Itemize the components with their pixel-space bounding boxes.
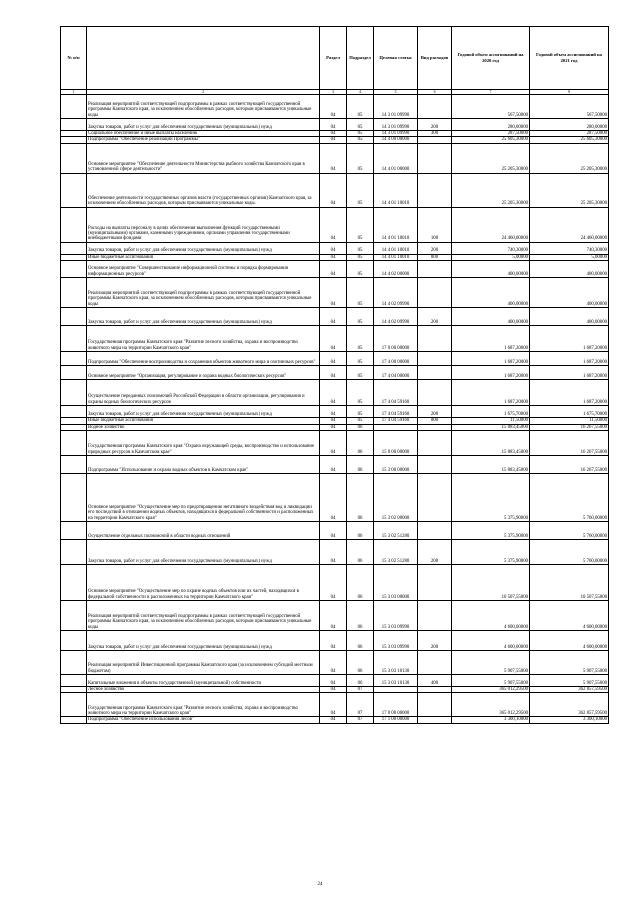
row-podrazdel: 05 [347, 418, 374, 424]
row-target-article: 15 3 03 10130 [374, 651, 418, 675]
row-amount-2021: 16 267,55000 [530, 456, 609, 474]
row-razdel: 04 [320, 95, 347, 119]
row-razdel: 04 [320, 242, 347, 254]
row-razdel: 04 [320, 651, 347, 675]
row-amount-2021: 1 687,20000 [530, 326, 609, 352]
row-razdel: 04 [320, 207, 347, 242]
row-expense-type: 200 [418, 631, 452, 651]
row-podrazdel: 06 [347, 651, 374, 675]
row-number [61, 693, 87, 717]
row-target-article: 17 4 00 00000 [374, 352, 418, 366]
row-target-article: 15 3 03 10130 [374, 675, 418, 687]
row-podrazdel: 07 [347, 693, 374, 717]
column-index: 3 [320, 90, 347, 95]
row-podrazdel: 05 [347, 207, 374, 242]
row-expense-type [418, 693, 452, 717]
row-podrazdel: 05 [347, 278, 374, 308]
row-razdel: 04 [320, 406, 347, 418]
row-podrazdel: 06 [347, 456, 374, 474]
row-number [61, 631, 87, 651]
row-razdel: 04 [320, 601, 347, 631]
table-row [61, 119, 609, 131]
header-expense-type: Вид расходов [418, 27, 452, 90]
row-amount-2020: 10 507,55000 [452, 565, 530, 601]
row-expense-type [418, 352, 452, 366]
row-name: Реализация мероприятий соответствующей подпрограммы в рамках соответствующей государственной программы Камчатского края, за исключением обособленных расходов, которым присваиваются уникальные коды [87, 601, 320, 631]
table-row [61, 601, 609, 631]
row-target-article: 15 3 00 00000 [374, 456, 418, 474]
row-name: Закупка товаров, работ и услуг для обеспечения государственных (муниципальных) нужд [87, 540, 320, 565]
row-amount-2020: 5 907,55000 [452, 675, 530, 687]
row-target-article: 15 3 03 09990 [374, 631, 418, 651]
row-razdel: 04 [320, 675, 347, 687]
row-name: Закупка товаров, работ и услуг для обеспечения государственных (муниципальных) нужд [87, 119, 320, 131]
row-amount-2021: 24 460,00000 [530, 207, 609, 242]
row-amount-2020: 1 687,20000 [452, 352, 530, 366]
row-amount-2020: 3 300,10000 [452, 717, 530, 723]
row-amount-2020: 280,00000 [452, 119, 530, 131]
row-razdel: 04 [320, 565, 347, 601]
column-index: 7 [452, 90, 530, 95]
row-podrazdel: 05 [347, 137, 374, 143]
column-index: 6 [418, 90, 452, 95]
row-expense-type [418, 565, 452, 601]
row-amount-2020: 5,00000 [452, 254, 530, 260]
header-amount-2021: Годовой объем ассигнований на 2021 год [530, 27, 609, 90]
row-amount-2021: 567,50000 [530, 95, 609, 119]
row-name: Осуществление переданных полномочий Российской Федерации в области организации, регулирования и охраны водных биологических ресурсов [87, 380, 320, 406]
row-podrazdel: 05 [347, 131, 374, 137]
table-row [61, 675, 609, 687]
table-row [61, 242, 609, 254]
row-name: Обеспечение деятельности государственных органов власти (государственных органов) Камчатского края, за исключением обособленных расходов, которым присваиваются уникальные коды. [87, 173, 320, 207]
row-amount-2021: 740,30000 [530, 242, 609, 254]
row-amount-2021: 5 907,55000 [530, 651, 609, 675]
row-target-article: 15 3 02 51280 [374, 522, 418, 540]
row-amount-2020: 11,50000 [452, 418, 530, 424]
row-amount-2021: 16 267,55000 [530, 424, 609, 430]
row-number [61, 380, 87, 406]
row-razdel: 04 [320, 717, 347, 723]
row-amount-2020: 400,00000 [452, 261, 530, 278]
row-amount-2021: 11,50000 [530, 418, 609, 424]
row-razdel: 04 [320, 418, 347, 424]
row-podrazdel: 05 [347, 143, 374, 173]
row-amount-2020: 567,50000 [452, 95, 530, 119]
row-number [61, 95, 87, 119]
table-row [61, 631, 609, 651]
row-amount-2021: 5 907,55000 [530, 675, 609, 687]
row-expense-type: 300 [418, 131, 452, 137]
row-amount-2020: 5 375,90000 [452, 540, 530, 565]
row-amount-2021: 5 760,00000 [530, 522, 609, 540]
row-expense-type [418, 474, 452, 522]
row-podrazdel: 05 [347, 380, 374, 406]
row-razdel: 04 [320, 631, 347, 651]
table-row [61, 431, 609, 456]
row-target-article: 14 4 01 10010 [374, 242, 418, 254]
row-podrazdel: 06 [347, 431, 374, 456]
row-amount-2021: 25 205,30000 [530, 143, 609, 173]
row-target-article: 15 0 00 00000 [374, 431, 418, 456]
row-expense-type: 200 [418, 119, 452, 131]
row-podrazdel: 06 [347, 424, 374, 430]
row-razdel: 04 [320, 278, 347, 308]
row-target-article: 15 3 02 00000 [374, 474, 418, 522]
row-amount-2020: 5 375,90000 [452, 522, 530, 540]
row-expense-type [418, 456, 452, 474]
row-name: Водное хозяйство [87, 424, 320, 430]
row-target-article: 17 4 04 59160 [374, 380, 418, 406]
row-expense-type [418, 522, 452, 540]
row-number [61, 456, 87, 474]
row-number [61, 352, 87, 366]
row-podrazdel: 05 [347, 261, 374, 278]
row-amount-2020: 365 012,29500 [452, 687, 530, 693]
row-razdel: 04 [320, 687, 347, 693]
row-number [61, 601, 87, 631]
row-name: Капитальные вложения в объекты государственной (муниципальной) собственности [87, 675, 320, 687]
row-amount-2021: 5,00000 [530, 254, 609, 260]
row-razdel: 04 [320, 261, 347, 278]
row-number [61, 717, 87, 723]
row-target-article: 17 1 00 00000 [374, 717, 418, 723]
table-row [61, 326, 609, 352]
row-expense-type [418, 601, 452, 631]
row-name: Социальное обеспечение и иные выплаты населению [87, 131, 320, 137]
row-razdel: 04 [320, 173, 347, 207]
row-name: Государственная программа Камчатского края "Развитие лесного хозяйства, охрана и воспроизводство животного мира на территории Камчатского края" [87, 693, 320, 717]
header-razdel: Раздел [320, 27, 347, 90]
row-name: Реализация мероприятий соответствующей подпрограммы в рамках соответствующей государственной программы Камчатского края, за исключением обособленных расходов, которым присваиваются уникальные коды [87, 278, 320, 308]
row-amount-2021: 1 675,70000 [530, 406, 609, 418]
row-podrazdel: 05 [347, 95, 374, 119]
table-row [61, 207, 609, 242]
row-target-article: 17 0 00 00000 [374, 326, 418, 352]
row-name: Закупка товаров, работ и услуг для обеспечения государственных (муниципальных) нужд [87, 242, 320, 254]
row-expense-type [418, 261, 452, 278]
row-amount-2021: 1 687,20000 [530, 366, 609, 380]
row-target-article: 15 3 03 09990 [374, 601, 418, 631]
row-expense-type: 800 [418, 418, 452, 424]
row-amount-2020: 4 600,00000 [452, 631, 530, 651]
row-razdel: 04 [320, 380, 347, 406]
row-number [61, 326, 87, 352]
row-razdel: 04 [320, 254, 347, 260]
row-amount-2021: 1 687,20000 [530, 352, 609, 366]
row-amount-2020: 15 883,45000 [452, 431, 530, 456]
row-target-article: 14 3 01 09990 [374, 131, 418, 137]
row-name: Осуществление отдельных полномочий в области водных отношений [87, 522, 320, 540]
table-row [61, 418, 609, 424]
row-podrazdel: 06 [347, 540, 374, 565]
table-row [61, 717, 609, 723]
row-amount-2020: 1 675,70000 [452, 406, 530, 418]
table-row [61, 456, 609, 474]
row-name: Закупка товаров, работ и услуг для обеспечения государственных (муниципальных) нужд [87, 308, 320, 326]
row-number [61, 173, 87, 207]
row-podrazdel: 06 [347, 565, 374, 601]
row-podrazdel: 07 [347, 717, 374, 723]
row-amount-2020: 24 460,00000 [452, 207, 530, 242]
row-amount-2021: 1 687,20000 [530, 380, 609, 406]
table-row [61, 406, 609, 418]
row-expense-type [418, 326, 452, 352]
row-number [61, 143, 87, 173]
row-razdel: 04 [320, 693, 347, 717]
table-row [61, 651, 609, 675]
row-podrazdel: 05 [347, 119, 374, 131]
row-podrazdel: 06 [347, 675, 374, 687]
row-razdel: 04 [320, 522, 347, 540]
row-amount-2020: 287,50000 [452, 131, 530, 137]
row-amount-2021: 287,50000 [530, 131, 609, 137]
row-number [61, 278, 87, 308]
row-number [61, 651, 87, 675]
row-number [61, 366, 87, 380]
row-podrazdel: 05 [347, 366, 374, 380]
row-podrazdel: 05 [347, 173, 374, 207]
row-razdel: 04 [320, 326, 347, 352]
row-amount-2020: 4 600,00000 [452, 601, 530, 631]
row-amount-2021: 5 760,00000 [530, 540, 609, 565]
row-target-article: 14 4 00 00000 [374, 137, 418, 143]
row-amount-2021: 25 605,30000 [530, 137, 609, 143]
row-name: Основное мероприятие "Осуществление мер по охране водных объектов или их частей, находящихся в федеральной собственности и расположенных на территории Камчатского края" [87, 565, 320, 601]
row-expense-type [418, 651, 452, 675]
row-number [61, 308, 87, 326]
row-podrazdel: 06 [347, 522, 374, 540]
table-row [61, 540, 609, 565]
table-row [61, 693, 609, 717]
column-index: 4 [347, 90, 374, 95]
row-amount-2021: 400,00000 [530, 278, 609, 308]
row-target-article: 14 3 01 09990 [374, 119, 418, 131]
column-index: 2 [87, 90, 320, 95]
row-target-article: 14 4 02 09990 [374, 308, 418, 326]
row-expense-type [418, 278, 452, 308]
table-row [61, 474, 609, 522]
row-name: Иные бюджетные ассигнования [87, 418, 320, 424]
row-podrazdel: 05 [347, 242, 374, 254]
header-podrazdel: Подраздел [347, 27, 374, 90]
row-razdel: 04 [320, 431, 347, 456]
row-amount-2021: 362 857,59500 [530, 687, 609, 693]
row-amount-2021: 16 267,55000 [530, 431, 609, 456]
row-name: Подпрограмма "Обеспечение воспроизводства и сохранения объектов животного мира и охотничьих ресурсов" [87, 352, 320, 366]
row-amount-2020: 400,00000 [452, 278, 530, 308]
row-name: Основное мероприятие "Организация, регулирование и охрана водных биологических ресурсов" [87, 366, 320, 380]
row-amount-2020: 1 687,20000 [452, 380, 530, 406]
row-amount-2021: 5 760,00000 [530, 474, 609, 522]
row-name: Государственная программа Камчатского края "Охрана окружающей среды, воспроизводство и использование природных ресурсов в Камчатском крае" [87, 431, 320, 456]
row-target-article: 14 3 01 09990 [374, 95, 418, 119]
row-name: Закупка товаров, работ и услуг для обеспечения государственных (муниципальных) нужд [87, 631, 320, 651]
row-name: Лесное хозяйство [87, 687, 320, 693]
row-amount-2020: 25 605,30000 [452, 137, 530, 143]
row-name: Основное мероприятие "Совершенствование информационной системы и порядка формирования информационных ресурсов" [87, 261, 320, 278]
row-expense-type [418, 431, 452, 456]
row-podrazdel: 06 [347, 601, 374, 631]
row-number [61, 431, 87, 456]
table-header-row [61, 27, 609, 90]
table-row [61, 261, 609, 278]
row-name: Иные бюджетные ассигнования [87, 254, 320, 260]
row-amount-2020: 740,30000 [452, 242, 530, 254]
row-razdel: 04 [320, 119, 347, 131]
row-target-article: 14 4 01 10010 [374, 173, 418, 207]
row-name: Закупка товаров, работ и услуг для обеспечения государственных (муниципальных) нужд [87, 406, 320, 418]
row-expense-type: 200 [418, 308, 452, 326]
row-number [61, 242, 87, 254]
row-amount-2020: 365 012,29500 [452, 693, 530, 717]
row-amount-2020: 1 687,20000 [452, 326, 530, 352]
row-expense-type [418, 366, 452, 380]
row-razdel: 04 [320, 137, 347, 143]
row-podrazdel: 05 [347, 326, 374, 352]
row-amount-2020: 5 907,55000 [452, 651, 530, 675]
row-razdel: 04 [320, 308, 347, 326]
row-number [61, 474, 87, 522]
column-index: 8 [530, 90, 609, 95]
row-number [61, 119, 87, 131]
row-expense-type: 200 [418, 540, 452, 565]
row-target-article: 17 4 04 59160 [374, 406, 418, 418]
page-number: 24 [317, 882, 323, 887]
row-amount-2021: 362 857,59500 [530, 693, 609, 717]
row-name: Государственная программа Камчатского края "Развитие лесного хозяйства, охрана и воспроизводство животного мира на территории Камчатского края" [87, 326, 320, 352]
row-podrazdel: 05 [347, 406, 374, 418]
row-target-article: 15 3 02 51280 [374, 540, 418, 565]
row-expense-type: 400 [418, 675, 452, 687]
header-name [87, 27, 320, 90]
header-amount-2020: Годовой объем ассигнований на 2020 год [452, 27, 530, 90]
row-target-article: 17 4 04 59160 [374, 418, 418, 424]
row-razdel: 04 [320, 366, 347, 380]
row-number [61, 522, 87, 540]
row-name: Расходы на выплаты персоналу в целях обеспечения выполнения функций государственными (муниципальными) органами, казенными учреждениями, органами управления государственными внебюджетными фондами [87, 207, 320, 242]
row-name: Основное мероприятие "Осуществление мер по предотвращению негативного воздействия вод и ликвидации его последствий в отношении водных объектов, находящихся в федеральной собственности и расположенных на территории Камчатского края" [87, 474, 320, 522]
row-name: Реализация мероприятий соответствующей подпрограммы в рамках соответствующей государственной программы Камчатского края, за исключением обособленных расходов, которым присваиваются уникальные коды [87, 95, 320, 119]
row-amount-2021: 4 600,00000 [530, 601, 609, 631]
row-expense-type [418, 95, 452, 119]
row-amount-2021: 4 600,00000 [530, 631, 609, 651]
row-number [61, 261, 87, 278]
row-razdel: 04 [320, 540, 347, 565]
row-expense-type [418, 143, 452, 173]
row-target-article: 14 4 01 00000 [374, 143, 418, 173]
column-index: 1 [61, 90, 87, 95]
row-target-article: 17 0 00 00000 [374, 693, 418, 717]
table-row [61, 254, 609, 260]
row-amount-2020: 15 883,45000 [452, 456, 530, 474]
row-name: Подпрограмма "Использование и охрана водных объектов в Камчатском крае" [87, 456, 320, 474]
row-expense-type: 200 [418, 242, 452, 254]
row-razdel: 04 [320, 143, 347, 173]
table-row [61, 131, 609, 137]
row-podrazdel: 06 [347, 474, 374, 522]
row-target-article: 14 4 01 10010 [374, 254, 418, 260]
row-name: Подпрограмма "Обеспечение использования лесов" [87, 717, 320, 723]
row-amount-2020: 400,00000 [452, 308, 530, 326]
row-target-article: 14 4 02 09990 [374, 278, 418, 308]
budget-table [60, 26, 609, 724]
row-amount-2021: 25 205,30000 [530, 173, 609, 207]
table-row [61, 308, 609, 326]
row-amount-2020: 25 205,30000 [452, 173, 530, 207]
row-expense-type: 800 [418, 254, 452, 260]
row-amount-2021: 280,00000 [530, 119, 609, 131]
row-expense-type: 200 [418, 406, 452, 418]
row-amount-2021: 400,00000 [530, 261, 609, 278]
row-target-article: 14 4 01 10010 [374, 207, 418, 242]
row-podrazdel: 07 [347, 687, 374, 693]
row-expense-type: 100 [418, 207, 452, 242]
row-target-article: 14 4 02 00000 [374, 261, 418, 278]
row-razdel: 04 [320, 456, 347, 474]
table-row [61, 352, 609, 366]
column-index: 5 [374, 90, 418, 95]
row-razdel: 04 [320, 424, 347, 430]
row-name: Подпрограмма "Обеспечение реализации Программы" [87, 137, 320, 143]
row-amount-2020: 1 687,20000 [452, 366, 530, 380]
row-amount-2021: 400,00000 [530, 308, 609, 326]
row-razdel: 04 [320, 131, 347, 137]
row-expense-type [418, 380, 452, 406]
table-row [61, 565, 609, 601]
row-amount-2020: 5 375,90000 [452, 474, 530, 522]
table-row [61, 95, 609, 119]
row-number [61, 565, 87, 601]
row-amount-2020: 25 205,30000 [452, 143, 530, 173]
table-row [61, 380, 609, 406]
row-number [61, 540, 87, 565]
table-row [61, 143, 609, 173]
row-number [61, 207, 87, 242]
row-podrazdel: 05 [347, 308, 374, 326]
row-amount-2020: 15 883,45000 [452, 424, 530, 430]
table-row [61, 366, 609, 380]
row-podrazdel: 05 [347, 352, 374, 366]
table-row [61, 522, 609, 540]
row-razdel: 04 [320, 352, 347, 366]
row-razdel: 04 [320, 474, 347, 522]
row-expense-type [418, 173, 452, 207]
table-row [61, 137, 609, 143]
table-row [61, 278, 609, 308]
table-row [61, 173, 609, 207]
header-target-article: Целевая статья [374, 27, 418, 90]
row-target-article: 17 4 04 00000 [374, 366, 418, 380]
row-name: Основное мероприятие "Обеспечение деятельности Министерства рыбного хозяйства Камчатского края в установленной сфере деятельности" [87, 143, 320, 173]
row-amount-2021: 3 300,10000 [530, 717, 609, 723]
row-number [61, 406, 87, 418]
row-podrazdel: 06 [347, 631, 374, 651]
row-name: Реализация мероприятий Инвестиционной программы Камчатского края (за исключением субсидий местным бюджетам) [87, 651, 320, 675]
row-expense-type [418, 717, 452, 723]
row-target-article: 15 3 03 00000 [374, 565, 418, 601]
row-number [61, 675, 87, 687]
row-podrazdel: 05 [347, 254, 374, 260]
header-number: № п/п [61, 27, 87, 90]
row-amount-2021: 10 507,55000 [530, 565, 609, 601]
